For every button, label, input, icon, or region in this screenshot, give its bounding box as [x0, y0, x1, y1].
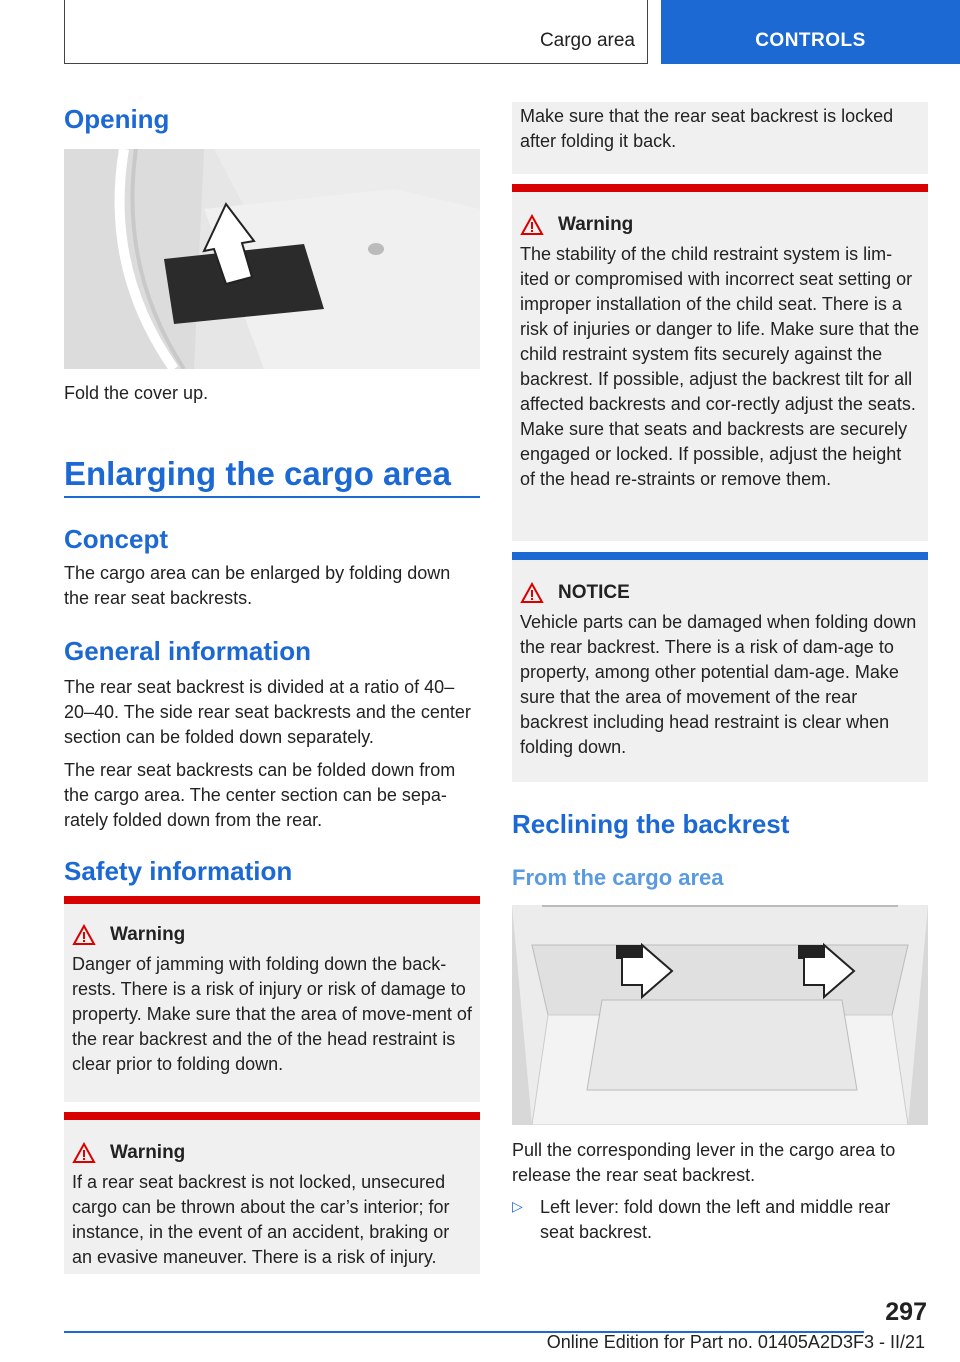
pull-text: Pull the corresponding lever in the cargo area to release the rear seat backrest.	[512, 1140, 896, 1185]
page-number: 297	[885, 1298, 927, 1326]
warning-triangle-icon	[72, 1142, 96, 1164]
page-title: Enlarging the cargo area	[64, 455, 451, 492]
concept-text: The cargo area can be enlarged by folding down the rear seat backrests.	[64, 563, 451, 608]
concept-heading: Concept	[64, 524, 168, 554]
section-title: Cargo area	[539, 30, 635, 51]
general-text-2: The rear seat backrests can be folded down from the cargo area. The center section can be sepa‐rately folded down from the rear.	[64, 760, 456, 830]
general-text-1: The rear seat backrest is divided at a ratio of 40–20–40. The side rear seat backrests and the center section can be folded down separately.	[64, 677, 471, 747]
warning-continuation	[512, 102, 928, 174]
warning-text-1: Danger of jamming with folding down the back‐rests. There is a risk of injury or risk of damage to property. Make sure that the area of move‐ment of the rear backrest and the of the head restraint is clear prior to folding down.	[72, 954, 472, 1074]
cargo-subheading: From the cargo area	[512, 865, 724, 890]
cargo-illustration	[512, 905, 928, 1125]
notice-box	[512, 552, 928, 782]
warning-text-2: If a rear seat backrest is not locked, unsecured cargo can be thrown about the car’s interior; for instance, in the event of an accident, braking or an evasive maneuver. There is a risk of injury.	[72, 1172, 450, 1267]
warning-box-1	[64, 896, 480, 1102]
warning-title-2: Warning	[72, 1142, 472, 1164]
opening-illustration	[64, 149, 480, 369]
warning-box-3	[512, 184, 928, 541]
title-rule	[64, 496, 480, 498]
warning-text-3: The stability of the child restraint system is lim‐ited or compromised with incorrect seat setting or improper installation of the child seat. There is a risk of injuries or danger to life. Make sure that the child restraint system fits securely against the backrest. If possible, adjust the backrest tilt for all affected backrests and cor‐rectly adjust the seats. Make sure that seats and backrests are securely engaged or locked. If possible, adjust the height of the head re‐straints or remove them.	[520, 244, 920, 489]
notice-triangle-icon	[520, 582, 544, 604]
opening-caption: Fold the cover up.	[64, 383, 209, 403]
footer-edition: Online Edition for Part no. 01405A2D3F3 - II/21	[546, 1332, 925, 1352]
list-item	[512, 1195, 928, 1245]
notice-title: NOTICE	[520, 582, 920, 604]
opening-heading: Opening	[64, 104, 170, 134]
warning-title-3: Warning	[520, 214, 920, 236]
general-heading: General information	[64, 636, 312, 666]
safety-heading: Safety information	[64, 856, 293, 886]
warning-title-1: Warning	[72, 924, 472, 946]
warning-box-2	[64, 1112, 480, 1274]
recline-heading: Reclining the backrest	[512, 809, 790, 839]
bullet-text: Left lever: fold down the left and middle rear seat backrest.	[540, 1197, 891, 1242]
chapter-tab[interactable]: CONTROLS	[661, 0, 960, 64]
notice-text: Vehicle parts can be damaged when folding down the rear backrest. There is a risk of dam‐age to property, among other potential dam‐age. Make sure that the area of movement of the rear backrest including head restraint is clear when folding down.	[520, 612, 917, 757]
bullet-triangle-icon: ▷	[512, 1198, 523, 1214]
warning-triangle-icon	[72, 924, 96, 946]
continuation-text: Make sure that the rear seat backrest is locked after folding it back.	[520, 106, 894, 151]
warning-triangle-icon	[520, 214, 544, 236]
